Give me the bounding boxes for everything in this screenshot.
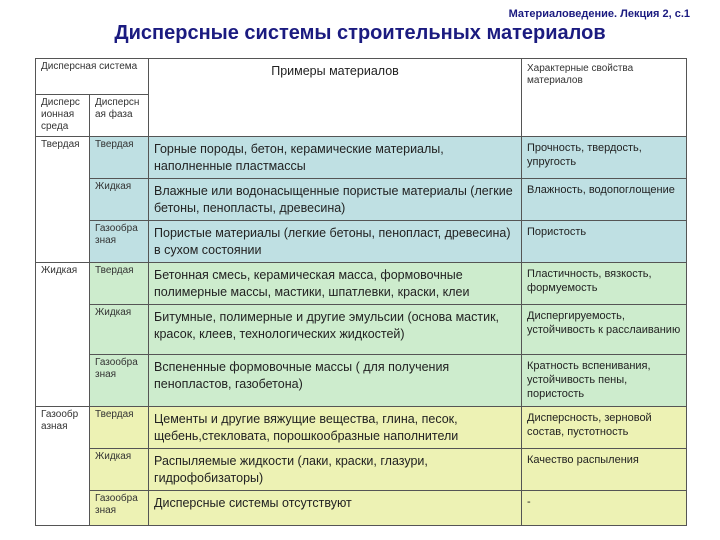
header-dispersed-phase: Дисперсн ая фаза <box>90 95 149 137</box>
examples-cell: Цементы и другие вяжущие вещества, глина, песок, щебень,стекловата, порошкообразные наполнители <box>149 407 522 449</box>
phase-cell: Жидкая <box>90 305 149 355</box>
properties-cell: Диспергируемость, устойчивость к расслаиванию <box>522 305 687 355</box>
properties-cell: Пластичность, вязкость, формуемость <box>522 263 687 305</box>
properties-cell: - <box>522 491 687 526</box>
examples-cell: Горные породы, бетон, керамические материалы, наполненные пластмассы <box>149 137 522 179</box>
medium-cell: Твердая <box>36 137 90 263</box>
examples-cell: Бетонная смесь, керамическая масса, формовочные полимерные массы, мастики, шпатлевки, краски, клеи <box>149 263 522 305</box>
medium-cell: Жидкая <box>36 263 90 407</box>
medium-cell: Газообр азная <box>36 407 90 526</box>
properties-cell: Дисперсность, зерновой состав, пустотность <box>522 407 687 449</box>
examples-cell: Пористые материалы (легкие бетоны, пенопласт, древесина) в сухом состоянии <box>149 221 522 263</box>
phase-cell: Газообра зная <box>90 355 149 407</box>
phase-cell: Жидкая <box>90 449 149 491</box>
properties-cell: Пористость <box>522 221 687 263</box>
examples-cell: Распыляемые жидкости (лаки, краски, глазури, гидрофобизаторы) <box>149 449 522 491</box>
examples-cell: Дисперсные системы отсутствуют <box>149 491 522 526</box>
properties-cell: Качество распыления <box>522 449 687 491</box>
phase-cell: Твердая <box>90 263 149 305</box>
dispersed-systems-table <box>35 58 687 526</box>
examples-cell: Вспененные формовочные массы ( для получения пенопластов, газобетона) <box>149 355 522 407</box>
properties-cell: Кратность вспенивания, устойчивость пены, пористость <box>522 355 687 407</box>
header-dispersion-medium: Дисперс ионная среда <box>36 95 90 137</box>
properties-cell: Прочность, твердость, упругость <box>522 137 687 179</box>
examples-cell: Влажные или водонасыщенные пористые материалы (легкие бетоны, пенопласты, древесина) <box>149 179 522 221</box>
phase-cell: Газообра зная <box>90 221 149 263</box>
phase-cell: Твердая <box>90 137 149 179</box>
header-dispersed-system: Дисперсная система <box>36 59 149 95</box>
properties-cell: Влажность, водопоглощение <box>522 179 687 221</box>
lecture-header: Материаловедение. Лекция 2, с.1 <box>508 8 690 20</box>
phase-cell: Жидкая <box>90 179 149 221</box>
header-properties: Характерные свойства материалов <box>522 59 687 137</box>
page-title: Дисперсные системы строительных материалов <box>114 22 606 44</box>
phase-cell: Газообра зная <box>90 491 149 526</box>
header-examples: Примеры материалов <box>149 59 522 137</box>
examples-cell: Битумные, полимерные и другие эмульсии (основа мастик, красок, клеев, технологических жидкостей) <box>149 305 522 355</box>
phase-cell: Твердая <box>90 407 149 449</box>
